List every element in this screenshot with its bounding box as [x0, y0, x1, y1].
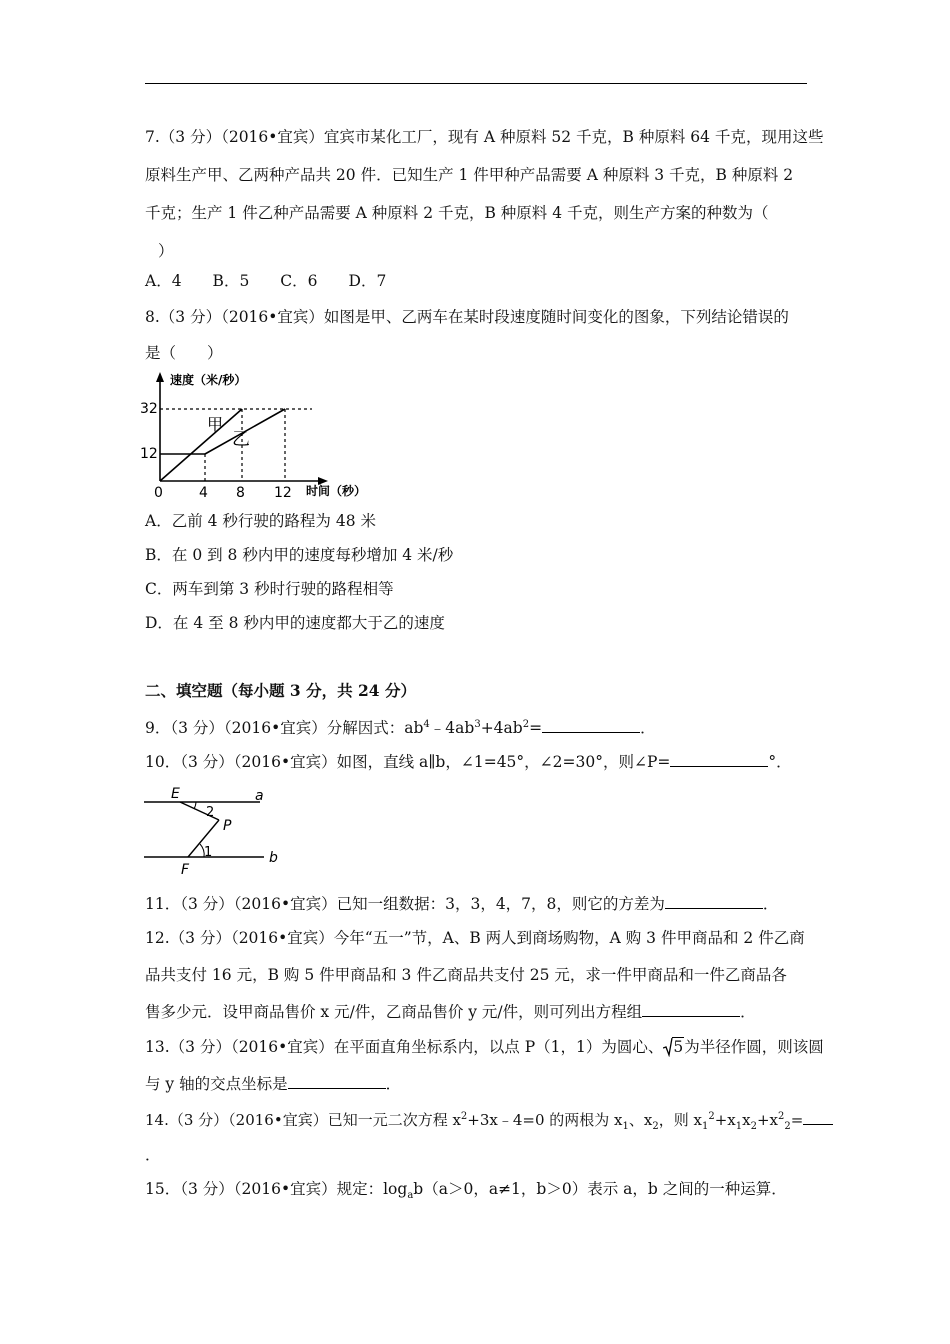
q11-text: 11．（3 分）（2016•宜宾）已知一组数据：3，3，4，7，8，则它的方差为: [145, 895, 665, 913]
q14-then: ，则 x: [658, 1111, 702, 1129]
q14-plus2: +x: [756, 1111, 779, 1129]
speed-time-graph: [140, 370, 380, 505]
sqrt-5: [663, 1037, 684, 1057]
q9-exp2: 3: [474, 718, 481, 730]
q15-post: b（a＞0，a≠1，b＞0）表示 a，b 之间的一种运算．: [413, 1180, 787, 1198]
q13-line1: [145, 1037, 824, 1057]
q9-prefix: 9．（3 分）（2016•宜宾）分解因式：ab: [145, 719, 424, 737]
q14-mid: +3x﹣4=0 的两根为 x: [467, 1111, 623, 1129]
y-axis-label: 速度（米/秒）: [170, 373, 247, 387]
label-E: E: [171, 786, 180, 802]
x-tick-4: 4: [199, 485, 208, 501]
q12-line3-text: 售多少元．设甲商品售价 x 元/件，乙商品售价 y 元/件，则可列出方程组: [145, 1003, 643, 1021]
q9-mid3: =: [529, 719, 543, 737]
q15-pre: 15．（3 分）（2016•宜宾）规定：log: [145, 1180, 408, 1198]
q14-pre: 14.（3 分）（2016•宜宾）已知一元二次方程 x: [145, 1111, 461, 1129]
q14-sub1: 1: [622, 1121, 629, 1132]
q13-end: ．: [385, 1075, 402, 1093]
q14-answer-blank[interactable]: [803, 1109, 833, 1125]
q13-text-b: 为半径作圆，则该圆: [684, 1038, 824, 1056]
q14-sub6: 2: [784, 1121, 791, 1132]
angle2-arc: [194, 802, 196, 809]
q13-line2: [145, 1073, 401, 1094]
q14-sub2: 2: [652, 1121, 659, 1132]
q12-line3: [145, 1001, 756, 1022]
q15-line: [145, 1179, 787, 1202]
q15-sub: a: [407, 1190, 414, 1202]
q14-sub4: 1: [735, 1121, 743, 1132]
q14-line: [145, 1109, 833, 1130]
q11-line: [145, 893, 778, 914]
q8-option-d: D．在 4 至 8 秒内甲的速度都大于乙的速度: [145, 614, 445, 632]
q12-line2: 品共支付 16 元，B 购 5 件甲商品和 3 件乙商品共支付 25 元，求一件甲商品和一件乙商品各: [145, 966, 787, 984]
q10-answer-blank[interactable]: [670, 751, 768, 767]
label-b: b: [269, 850, 278, 866]
q9-exp1: 4: [423, 718, 430, 730]
radical-sign-icon: [663, 1037, 673, 1057]
q8-option-c: C．两车到第 3 秒时行驶的路程相等: [145, 580, 394, 598]
q14-plus1: +x: [714, 1111, 736, 1129]
q8-option-b: B．在 0 到 8 秒内甲的速度每秒增加 4 米/秒: [145, 546, 454, 564]
q12-end: ．: [740, 1003, 756, 1021]
x-axis-label: 时间（秒）: [306, 484, 367, 498]
label-F: F: [181, 862, 190, 878]
q14-eq: =: [790, 1111, 804, 1129]
y-tick-12: 12: [140, 446, 158, 462]
q9-mid2: +4ab: [480, 719, 523, 737]
q9-end: ．: [640, 719, 656, 737]
q10-end: °．: [768, 753, 792, 771]
label-angle2: 2: [206, 805, 215, 820]
q14-x2: x: [742, 1111, 751, 1129]
radicand: 5: [673, 1038, 684, 1056]
q14-sq3: 2: [778, 1111, 785, 1122]
q9-answer-blank[interactable]: [542, 717, 640, 733]
q12-answer-blank[interactable]: [642, 1001, 740, 1017]
q7-line3: 千克；生产 1 件乙种产品需要 A 种原料 2 千克，B 种原料 4 千克，则生产方案的种数为（: [145, 204, 769, 222]
q7-line2: 原料生产甲、乙两种产品共 20 件．已知生产 1 件甲种产品需要 A 种原料 3 千克，B 种原料 2: [145, 166, 794, 184]
y-axis-arrow: [156, 372, 164, 382]
yi-label: 乙: [232, 429, 250, 450]
label-angle1: 1: [204, 845, 213, 860]
x-tick-8: 8: [236, 485, 245, 501]
jia-line: [160, 409, 242, 481]
jia-label: 甲: [207, 415, 224, 434]
q11-answer-blank[interactable]: [665, 893, 763, 909]
q10-text: 10．（3 分）（2016•宜宾）如图，直线 a∥b，∠1=45°，∠2=30°，则∠P=: [145, 753, 671, 771]
q14-comma: 、x: [628, 1111, 653, 1129]
label-P: P: [223, 818, 232, 834]
q14-sq2: 2: [708, 1111, 715, 1122]
q13-text-a: 13.（3 分）（2016•宜宾）在平面直角坐标系内，以点 P（1，1）为圆心、: [145, 1038, 664, 1056]
q13-line2-text: 与 y 轴的交点坐标是: [145, 1075, 288, 1093]
q11-end: ．: [762, 895, 779, 913]
q14-end: ．: [145, 1146, 161, 1164]
q12-line1: 12.（3 分）（2016•宜宾）今年“五一”节，A、B 两人到商场购物，A 购 3 件甲商品和 2 件乙商: [145, 929, 805, 947]
x-tick-12: 12: [274, 485, 292, 501]
q8-option-a: A．乙前 4 秒行驶的路程为 48 米: [145, 512, 376, 530]
q7-line1: 7.（3 分）（2016•宜宾）宜宾市某化工厂，现有 A 种原料 52 千克，B 种原料 64 千克，现用这些: [145, 128, 824, 146]
q14-sub5: 2: [750, 1121, 757, 1132]
q10-line: [145, 751, 792, 772]
q8-line2: 是（ ）: [145, 344, 223, 362]
q14-sq: 2: [460, 1111, 468, 1122]
header-rule: [145, 83, 807, 84]
q9-line: [145, 717, 656, 738]
parallel-lines-figure: [140, 784, 290, 880]
section-2-heading: 二、填空题（每小题 3 分，共 24 分）: [145, 681, 416, 700]
q13-answer-blank[interactable]: [288, 1073, 386, 1089]
y-tick-32: 32: [140, 401, 158, 417]
x-tick-0: 0: [154, 485, 163, 501]
q9-exp3: 2: [522, 718, 530, 730]
q7-choices: A．4 B．5 C．6 D．7: [145, 272, 387, 290]
q8-line1: 8.（3 分）（2016•宜宾）如图是甲、乙两车在某时段速度随时间变化的图象，下列结论错误的: [145, 308, 789, 326]
q14-sub3: 1: [701, 1121, 709, 1132]
label-a: a: [255, 788, 264, 804]
q7-line4: ）: [158, 242, 174, 260]
q9-mid1: ﹣4ab: [429, 719, 475, 737]
